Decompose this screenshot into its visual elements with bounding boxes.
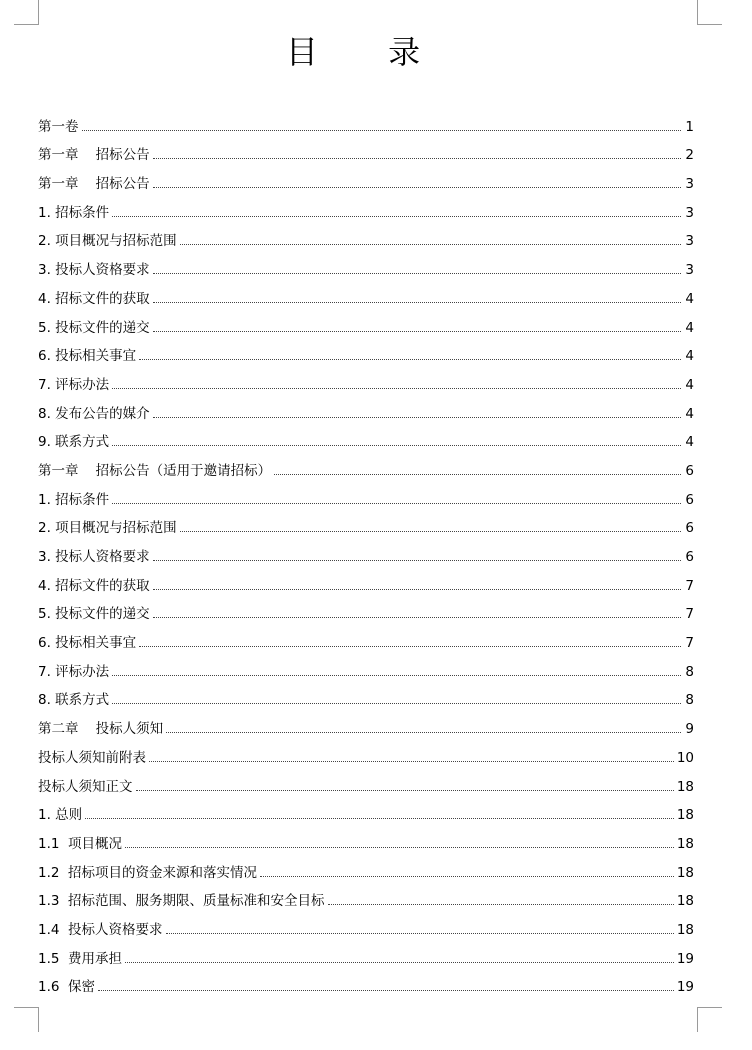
toc-entry[interactable] bbox=[38, 135, 694, 164]
toc-dot-leader bbox=[153, 272, 681, 274]
toc-entry-page-number: 4 bbox=[685, 376, 694, 393]
toc-entry-page-number: 3 bbox=[685, 176, 694, 193]
toc-entry[interactable] bbox=[38, 192, 694, 221]
toc-entry-label: 1. 招标条件 bbox=[38, 204, 110, 221]
toc-dot-leader bbox=[153, 157, 681, 159]
toc-entry-label: 8. 联系方式 bbox=[38, 692, 110, 709]
page-corner-mark-bottom-right bbox=[697, 1007, 722, 1032]
toc-entry[interactable] bbox=[38, 680, 694, 709]
toc-entry[interactable] bbox=[38, 508, 694, 537]
toc-entry[interactable] bbox=[38, 909, 694, 938]
toc-dot-leader bbox=[125, 961, 674, 963]
toc-entry-label: 1.6 保密 bbox=[38, 979, 96, 996]
toc-entry[interactable] bbox=[38, 651, 694, 680]
table-of-contents bbox=[38, 106, 694, 995]
toc-entry-page-number: 19 bbox=[676, 950, 694, 967]
toc-entry-label: 4. 招标文件的获取 bbox=[38, 577, 150, 594]
toc-dot-leader bbox=[112, 387, 681, 389]
toc-dot-leader bbox=[180, 530, 681, 532]
toc-entry-label: 投标人须知前附表 bbox=[38, 749, 146, 766]
toc-entry-label: 6. 投标相关事宜 bbox=[38, 635, 137, 652]
toc-entry-page-number: 18 bbox=[676, 778, 694, 795]
toc-dot-leader bbox=[153, 301, 681, 303]
toc-entry-page-number: 4 bbox=[685, 319, 694, 336]
toc-entry-label: 5. 投标文件的递交 bbox=[38, 606, 150, 623]
toc-dot-leader bbox=[139, 358, 681, 360]
toc-entry-label: 2. 项目概况与招标范围 bbox=[38, 520, 177, 537]
toc-dot-leader bbox=[98, 989, 674, 991]
toc-entry-label: 3. 投标人资格要求 bbox=[38, 262, 150, 279]
toc-entry[interactable] bbox=[38, 938, 694, 967]
toc-entry-page-number: 3 bbox=[685, 233, 694, 250]
toc-entry-page-number: 6 bbox=[685, 462, 694, 479]
toc-dot-leader bbox=[149, 760, 674, 762]
toc-entry[interactable] bbox=[38, 479, 694, 508]
toc-entry-page-number: 7 bbox=[685, 577, 694, 594]
toc-entry-label: 1. 总则 bbox=[38, 807, 83, 824]
toc-entry-page-number: 8 bbox=[685, 663, 694, 680]
toc-entry-page-number: 7 bbox=[685, 635, 694, 652]
toc-entry[interactable] bbox=[38, 307, 694, 336]
toc-entry-label: 1.2 招标项目的资金来源和落实情况 bbox=[38, 864, 258, 881]
toc-entry-page-number: 18 bbox=[676, 807, 694, 824]
toc-entry-label: 1.3 招标范围、服务期限、质量标准和安全目标 bbox=[38, 893, 325, 910]
toc-dot-leader bbox=[153, 330, 681, 332]
toc-entry-label: 2. 项目概况与招标范围 bbox=[38, 233, 177, 250]
toc-dot-leader bbox=[112, 444, 681, 446]
toc-entry[interactable] bbox=[38, 565, 694, 594]
toc-dot-leader bbox=[180, 243, 681, 245]
toc-entry[interactable] bbox=[38, 536, 694, 565]
toc-entry-page-number: 18 bbox=[676, 864, 694, 881]
toc-entry-label: 第一卷 bbox=[38, 118, 79, 135]
toc-entry-page-number: 8 bbox=[685, 692, 694, 709]
toc-dot-leader bbox=[112, 502, 681, 504]
toc-dot-leader bbox=[82, 129, 682, 131]
toc-dot-leader bbox=[112, 215, 681, 217]
toc-entry-page-number: 4 bbox=[685, 348, 694, 365]
toc-dot-leader bbox=[274, 473, 681, 475]
toc-dot-leader bbox=[112, 674, 681, 676]
toc-entry-label: 7. 评标办法 bbox=[38, 376, 110, 393]
toc-dot-leader bbox=[112, 702, 681, 704]
toc-entry-page-number: 2 bbox=[685, 147, 694, 164]
page-corner-mark-bottom-left bbox=[14, 1007, 39, 1032]
toc-entry-label: 第一章 招标公告 bbox=[38, 147, 150, 164]
toc-entry-label: 1.5 费用承担 bbox=[38, 950, 123, 967]
toc-entry[interactable] bbox=[38, 364, 694, 393]
toc-entry-label: 6. 投标相关事宜 bbox=[38, 348, 137, 365]
toc-entry-page-number: 3 bbox=[685, 204, 694, 221]
toc-entry-label: 4. 招标文件的获取 bbox=[38, 290, 150, 307]
toc-entry[interactable] bbox=[38, 881, 694, 910]
toc-entry-page-number: 3 bbox=[685, 262, 694, 279]
toc-entry-page-number: 4 bbox=[685, 290, 694, 307]
toc-entry-label: 7. 评标办法 bbox=[38, 663, 110, 680]
toc-entry-label: 第一章 招标公告 bbox=[38, 176, 150, 193]
toc-entry-label: 1.4 投标人资格要求 bbox=[38, 921, 163, 938]
toc-dot-leader bbox=[136, 789, 674, 791]
toc-dot-leader bbox=[153, 186, 681, 188]
toc-entry[interactable] bbox=[38, 737, 694, 766]
toc-entry-page-number: 18 bbox=[676, 893, 694, 910]
toc-entry[interactable] bbox=[38, 823, 694, 852]
toc-entry[interactable] bbox=[38, 336, 694, 365]
toc-entry-page-number: 6 bbox=[685, 491, 694, 508]
toc-entry-page-number: 4 bbox=[685, 434, 694, 451]
toc-entry-label: 8. 发布公告的媒介 bbox=[38, 405, 150, 422]
toc-entry-label: 第二章 投标人须知 bbox=[38, 721, 164, 738]
toc-entry[interactable] bbox=[38, 163, 694, 192]
toc-entry[interactable] bbox=[38, 221, 694, 250]
toc-dot-leader bbox=[153, 588, 681, 590]
toc-dot-leader bbox=[260, 875, 674, 877]
toc-entry-page-number: 6 bbox=[685, 520, 694, 537]
toc-dot-leader bbox=[153, 416, 681, 418]
toc-entry[interactable] bbox=[38, 422, 694, 451]
toc-entry[interactable] bbox=[38, 766, 694, 795]
toc-entry-page-number: 10 bbox=[676, 749, 694, 766]
toc-entry-page-number: 18 bbox=[676, 835, 694, 852]
toc-entry[interactable] bbox=[38, 278, 694, 307]
toc-entry[interactable] bbox=[38, 450, 694, 479]
toc-entry-label: 第一章 招标公告（适用于邀请招标） bbox=[38, 462, 272, 479]
toc-entry-label: 3. 投标人资格要求 bbox=[38, 549, 150, 565]
toc-entry[interactable] bbox=[38, 594, 694, 623]
toc-entry-page-number: 7 bbox=[685, 606, 694, 623]
toc-entry[interactable] bbox=[38, 393, 694, 422]
page-title: 目 录 bbox=[285, 33, 451, 71]
toc-entry-page-number: 9 bbox=[685, 721, 694, 738]
toc-entry[interactable] bbox=[38, 852, 694, 881]
toc-entry-label: 9. 联系方式 bbox=[38, 434, 110, 451]
toc-dot-leader bbox=[153, 616, 681, 618]
toc-entry-label: 1. 招标条件 bbox=[38, 491, 110, 508]
toc-entry-page-number: 19 bbox=[676, 979, 694, 996]
toc-entry[interactable] bbox=[38, 622, 694, 651]
toc-entry-label: 1.1 项目概况 bbox=[38, 835, 123, 852]
toc-entry[interactable] bbox=[38, 795, 694, 824]
toc-dot-leader bbox=[166, 932, 674, 934]
toc-entry[interactable] bbox=[38, 708, 694, 737]
toc-entry[interactable] bbox=[38, 249, 694, 278]
toc-dot-leader bbox=[328, 903, 674, 905]
toc-entry-page-number: 6 bbox=[685, 549, 694, 565]
toc-entry-page-number: 1 bbox=[685, 118, 694, 135]
toc-entry-page-number: 4 bbox=[685, 405, 694, 422]
toc-dot-leader bbox=[166, 731, 681, 733]
toc-entry[interactable] bbox=[38, 967, 694, 996]
page-corner-mark-top-left bbox=[14, 0, 39, 25]
toc-entry-label: 5. 投标文件的递交 bbox=[38, 319, 150, 336]
toc-dot-leader bbox=[139, 645, 681, 647]
toc-dot-leader bbox=[85, 817, 674, 819]
toc-entry-label: 投标人须知正文 bbox=[38, 778, 133, 795]
toc-entry[interactable] bbox=[38, 106, 694, 135]
toc-dot-leader bbox=[125, 846, 674, 848]
toc-entry-page-number: 18 bbox=[676, 921, 694, 938]
page-corner-mark-top-right bbox=[697, 0, 722, 25]
toc-dot-leader bbox=[153, 559, 681, 561]
